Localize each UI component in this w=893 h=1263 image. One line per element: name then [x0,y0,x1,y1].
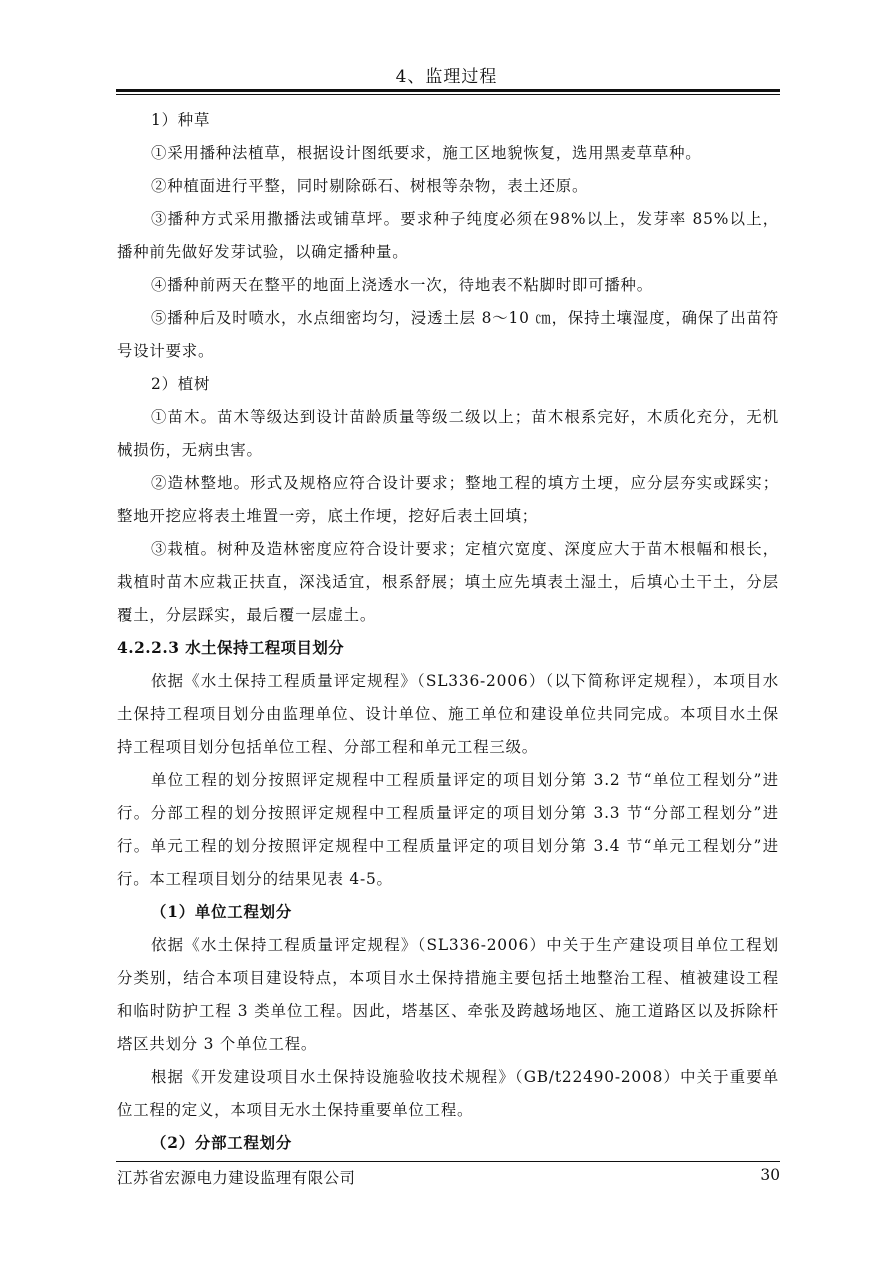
subheading-division-project: （2）分部工程划分 [151,1134,293,1152]
header-rule-thin [116,94,780,95]
footer-company-name: 江苏省宏源电力建设监理有限公司 [117,1169,356,1187]
header-rule-thick [116,89,780,92]
page-number: 30 [760,1166,780,1184]
paragraph: 根据《开发建设项目水土保持设施验收技术规程》（GB/t22490-2008）中关于重要单位工程的定义，本项目无水土保持重要单位工程。 [117,1068,779,1119]
paragraph: ⑤播种后及时喷水，水点细密均匀，浸透土层 8～10 ㎝，保持土壤湿度，确保了出苗符号设计要求。 [117,309,779,360]
subheading-unit-project: （1）单位工程划分 [151,903,293,921]
subheading-tree-planting: 2）植树 [151,375,211,393]
footer-rule [116,1161,780,1162]
document-body [117,104,779,1160]
paragraph: 单位工程的划分按照评定规程中工程质量评定的项目划分第 3.2 节“单位工程划分”进行。分部工程的划分按照评定规程中工程质量评定的项目划分第 3.3 节“分部工程划分”进行。单元工程的划分按照评定规程中工程质量评定的项目划分第 3.4 节“单元工程划分”进行。本工程项目划分的结果见表 4-5。 [117,771,779,888]
paragraph: 依据《水土保持工程质量评定规程》（SL336-2006）（以下简称评定规程），本项目水土保持工程项目划分由监理单位、设计单位、施工单位和建设单位共同完成。本项目水土保持工程项目划分包括单位工程、分部工程和单元工程三级。 [117,672,779,756]
subheading-seeding-grass: 1）种草 [151,111,211,129]
paragraph: 依据《水土保持工程质量评定规程》（SL336-2006）中关于生产建设项目单位工程划分类别，结合本项目建设特点，本项目水土保持措施主要包括土地整治工程、植被建设工程和临时防护工程 3 类单位工程。因此，塔基区、牵张及跨越场地区、施工道路区以及拆除杆塔区共划分 3 个单位工程。 [117,936,779,1053]
paragraph: ②造林整地。形式及规格应符合设计要求；整地工程的填方土埂，应分层夯实或踩实；整地开挖应将表土堆置一旁，底土作埂，挖好后表土回填； [117,474,779,525]
paragraph: ③播种方式采用撒播法或铺草坪。要求种子纯度必须在98%以上，发芽率 85%以上，播种前先做好发芽试验，以确定播种量。 [117,210,779,261]
paragraph: ④播种前两天在整平的地面上浇透水一次，待地表不粘脚时即可播种。 [151,276,653,294]
paragraph: ③栽植。树种及造林密度应符合设计要求；定植穴宽度、深度应大于苗木根幅和根长，栽植时苗木应栽正扶直，深浅适宜，根系舒展；填土应先填表土湿土，后填心土干土，分层覆土，分层踩实，最后覆一层虚土。 [117,540,779,624]
paragraph: ①采用播种法植草，根据设计图纸要求，施工区地貌恢复，选用黑麦草草种。 [151,144,702,162]
section-heading: 4.2.2.3 水土保持工程项目划分 [117,639,345,657]
paragraph: ②种植面进行平整，同时剔除砾石、树根等杂物，表土还原。 [151,177,589,195]
page-header-title: 4、监理过程 [395,67,498,87]
paragraph: ①苗木。苗木等级达到设计苗龄质量等级二级以上；苗木根系完好，木质化充分，无机械损伤，无病虫害。 [117,408,779,459]
